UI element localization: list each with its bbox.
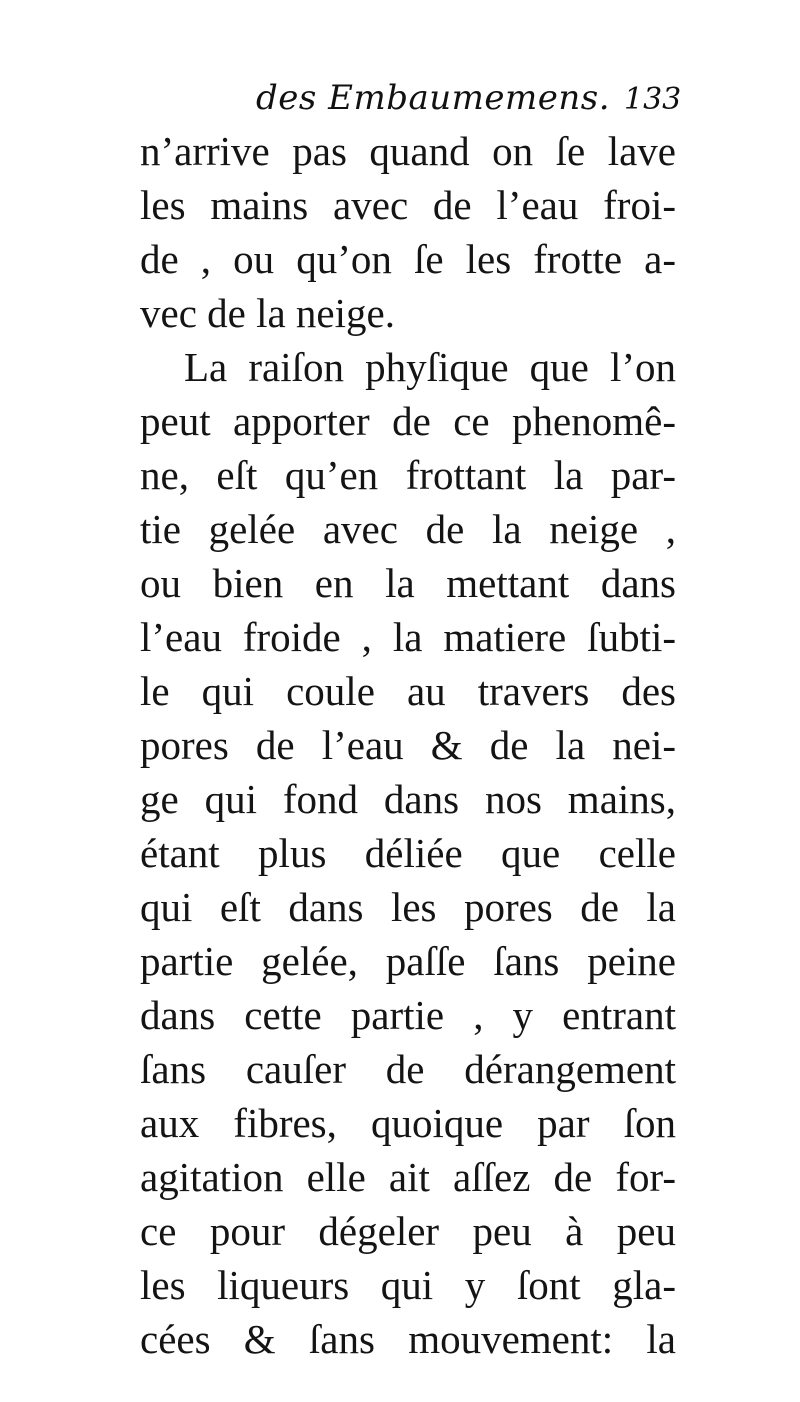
text-line: étant plus déliée que celle bbox=[140, 830, 676, 876]
text-line: de , ou qu’on ſe les frotte a- bbox=[140, 236, 676, 282]
text-line: peut apporter de ce phenomê- bbox=[140, 398, 676, 444]
text-line: ge qui fond dans nos mains, bbox=[140, 776, 676, 822]
text-line: partie gelée, paſſe ſans peine bbox=[140, 938, 676, 984]
text-line: tie gelée avec de la neige , bbox=[140, 506, 676, 552]
text-line: agitation elle ait aſſez de for- bbox=[140, 1154, 676, 1200]
running-head bbox=[256, 78, 686, 128]
text-line: qui eſt dans les pores de la bbox=[140, 884, 676, 930]
text-line: La raiſon phyſique que l’on bbox=[184, 344, 676, 390]
paragraph-2 bbox=[140, 340, 676, 1366]
page-number: 133 bbox=[624, 82, 682, 117]
text-line: ce pour dégeler peu à peu bbox=[140, 1208, 676, 1254]
text-line: l’eau froide , la matiere ſubti- bbox=[140, 614, 676, 660]
text-line: pores de l’eau & de la nei- bbox=[140, 722, 676, 768]
text-line: cées & ſans mouvement: la bbox=[140, 1316, 676, 1362]
text-line: ou bien en la mettant dans bbox=[140, 560, 676, 606]
text-line: dans cette partie , y entrant bbox=[140, 992, 676, 1038]
text-line: vec de la neige. bbox=[140, 290, 395, 336]
running-title: des Embaumemens. bbox=[256, 78, 611, 118]
text-line: ne, eſt qu’en frottant la par- bbox=[140, 452, 676, 498]
body-text bbox=[140, 124, 676, 1366]
text-line: les mains avec de l’eau froi- bbox=[140, 182, 676, 228]
text-line: ſans cauſer de dérangement bbox=[140, 1046, 676, 1092]
text-line: le qui coule au travers des bbox=[140, 668, 676, 714]
text-line: n’arrive pas quand on ſe lave bbox=[140, 128, 676, 174]
text-line: aux fibres, quoique par ſon bbox=[140, 1100, 676, 1146]
text-line: les liqueurs qui y ſont gla- bbox=[140, 1262, 676, 1308]
paragraph-1 bbox=[140, 124, 676, 340]
